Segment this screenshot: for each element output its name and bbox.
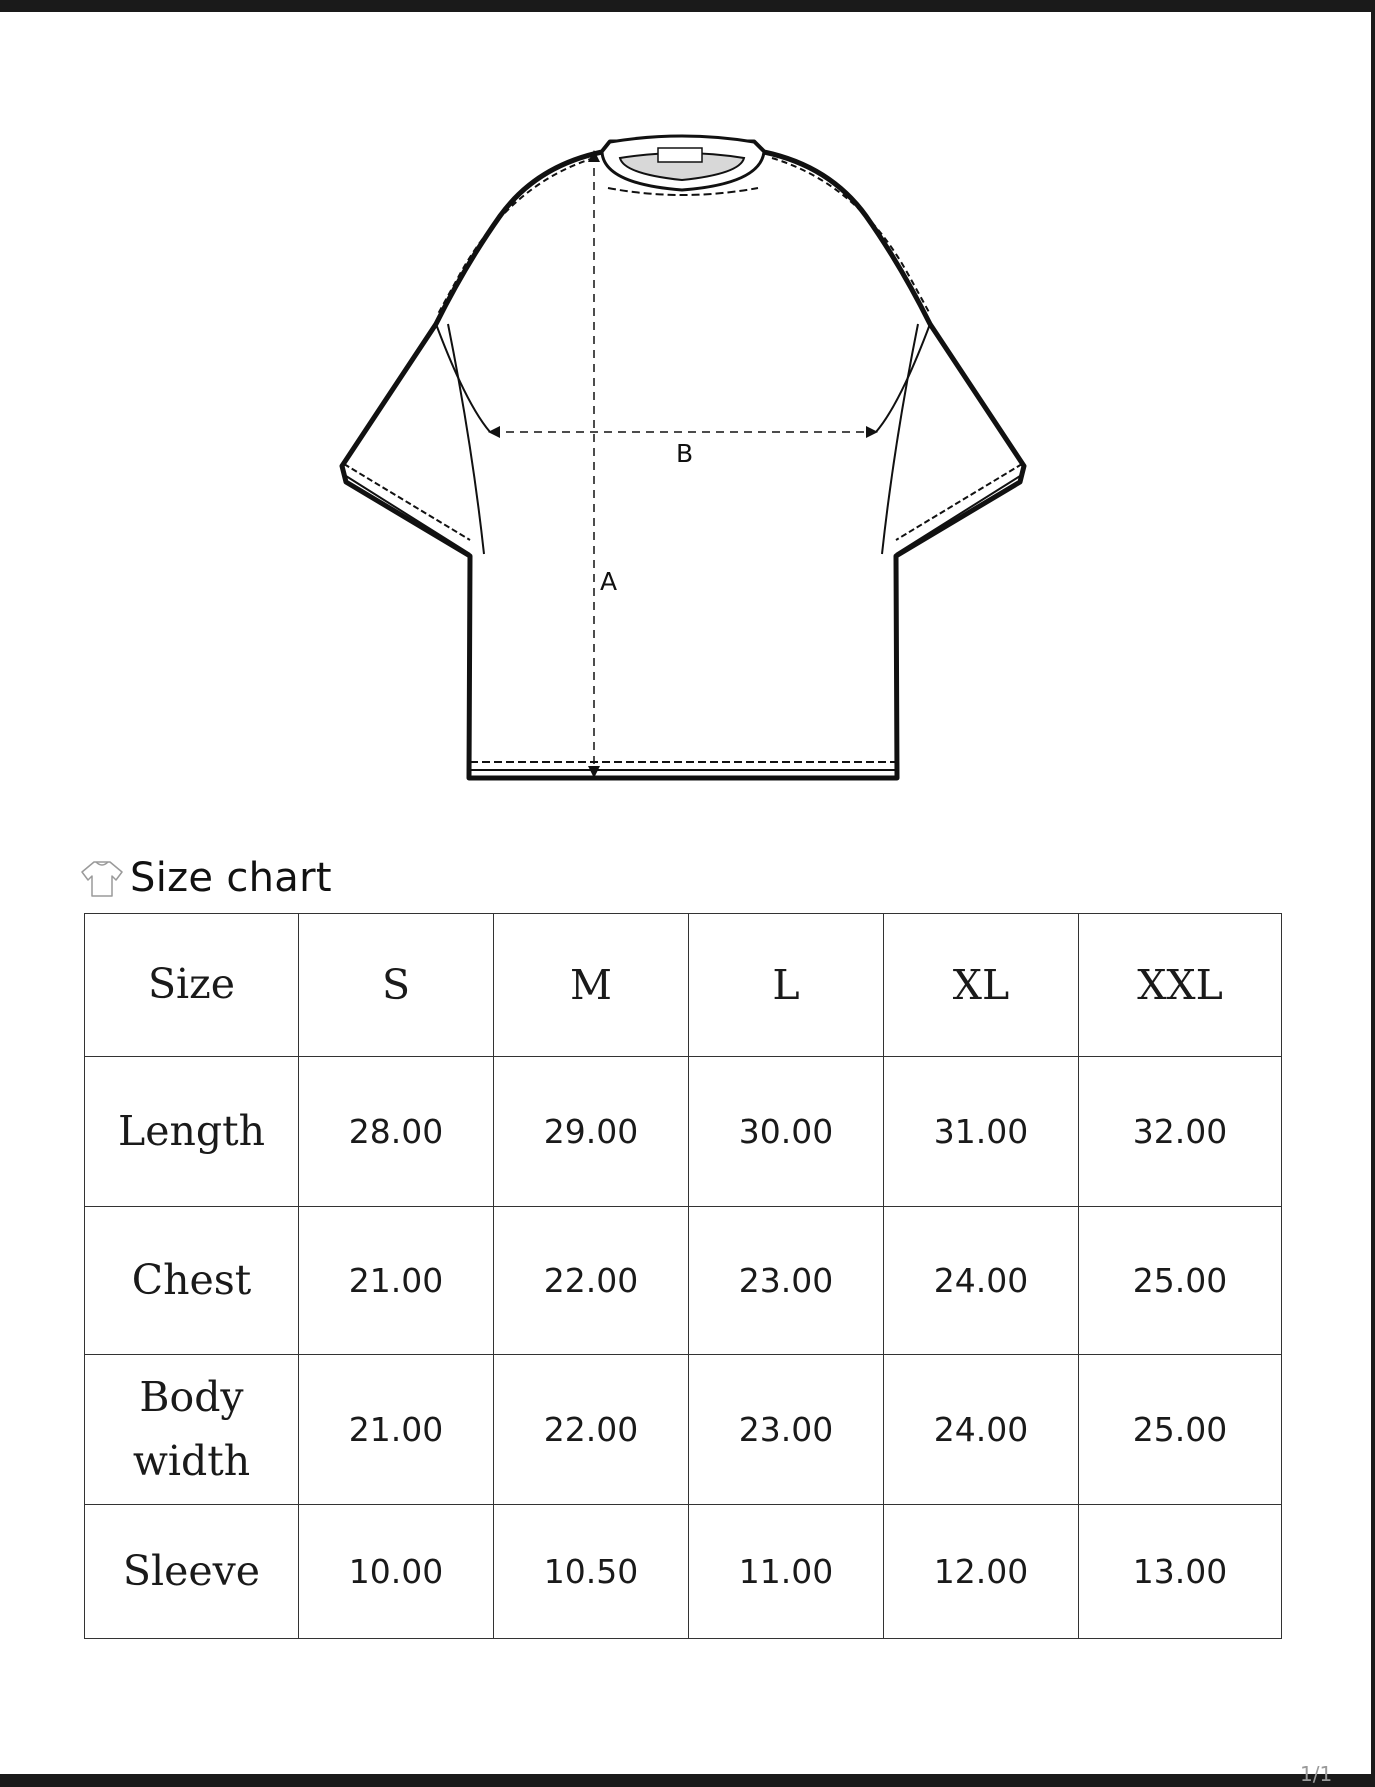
table-cell: 21.00 [299, 1355, 494, 1505]
table-row-length [85, 1057, 1282, 1207]
header-cell-size: Size [85, 914, 299, 1057]
table-row-chest [85, 1207, 1282, 1355]
table-cell: 13.00 [1079, 1505, 1282, 1639]
header-cell-xxl: XXL [1079, 914, 1282, 1057]
tshirt-illustration [330, 124, 1050, 804]
table-cell: 23.00 [689, 1207, 884, 1355]
table-cell: 11.00 [689, 1505, 884, 1639]
header-cell-m: M [494, 914, 689, 1057]
table-cell: 32.00 [1079, 1057, 1282, 1207]
label-a: A [600, 567, 618, 596]
row-label-sleeve: Sleeve [85, 1505, 299, 1639]
row-label-line: Body [139, 1372, 244, 1421]
table-cell: 22.00 [494, 1207, 689, 1355]
page [0, 12, 1371, 1786]
table-row-sleeve [85, 1505, 1282, 1639]
table-cell: 25.00 [1079, 1355, 1282, 1505]
table-cell: 24.00 [884, 1207, 1079, 1355]
table-cell: 10.50 [494, 1505, 689, 1639]
size-chart-title: Size chart [130, 855, 332, 901]
table-cell: 21.00 [299, 1207, 494, 1355]
page-edge [1371, 0, 1375, 1787]
row-label-chest: Chest [85, 1207, 299, 1355]
tshirt-icon [78, 854, 126, 902]
row-label-line: width [132, 1436, 251, 1485]
label-b: B [676, 439, 694, 468]
table-cell: 10.00 [299, 1505, 494, 1639]
table-cell: 23.00 [689, 1355, 884, 1505]
table-cell: 22.00 [494, 1355, 689, 1505]
tshirt-diagram [330, 124, 1050, 804]
table-cell: 29.00 [494, 1057, 689, 1207]
table-row-body-width [85, 1355, 1282, 1505]
size-table [84, 913, 1282, 1639]
page-number: 1/1 [1300, 1762, 1333, 1786]
header-cell-s: S [299, 914, 494, 1057]
header-cell-xl: XL [884, 914, 1079, 1057]
row-label-body-width [85, 1355, 299, 1505]
table-cell: 25.00 [1079, 1207, 1282, 1355]
table-cell: 30.00 [689, 1057, 884, 1207]
row-label-length: Length [85, 1057, 299, 1207]
table-cell: 31.00 [884, 1057, 1079, 1207]
table-header-row [85, 914, 1282, 1057]
header-cell-l: L [689, 914, 884, 1057]
table-cell: 24.00 [884, 1355, 1079, 1505]
size-chart-title-row [78, 850, 332, 906]
table-cell: 12.00 [884, 1505, 1079, 1639]
table-cell: 28.00 [299, 1057, 494, 1207]
